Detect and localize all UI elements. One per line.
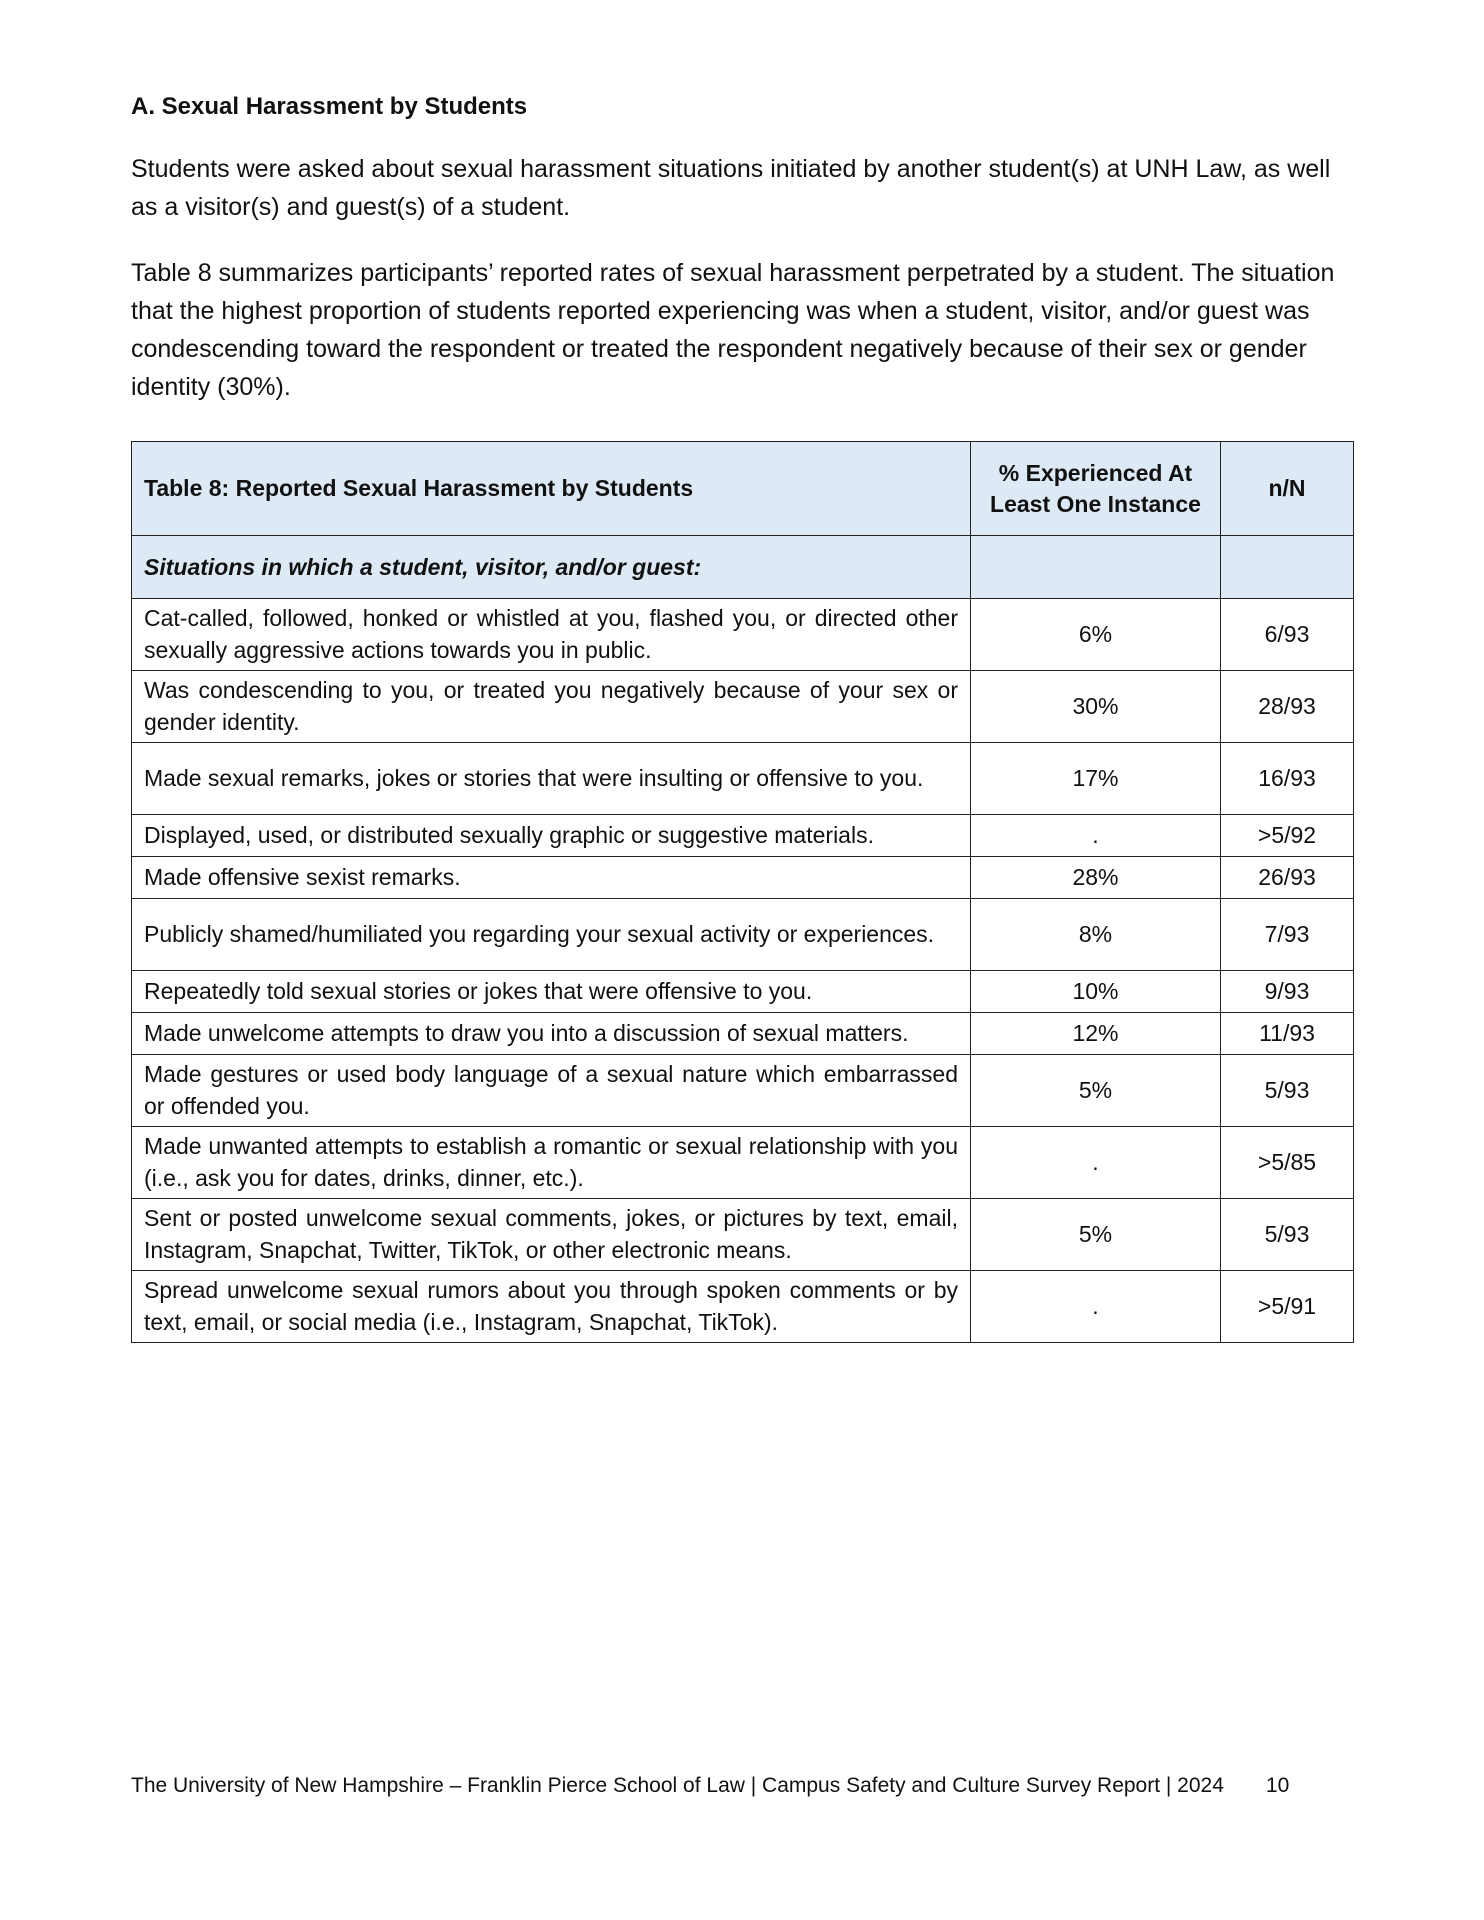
situation-cell: Cat-called, followed, honked or whistled at you, flashed you, or directed other sexually aggressive actions towards you in public. [132,599,971,671]
subheader-empty-cell [971,536,1221,599]
page-number: 10 [1265,1774,1290,1797]
n-over-n-cell: 28/93 [1221,671,1354,743]
summary-paragraph: Table 8 summarizes participants’ reported rates of sexual harassment perpetrated by a student. The situation that the highest proportion of students reported experiencing was when a student, visitor, and/or guest was condescending toward the respondent or treated the respondent negatively because of their sex or gender identity (30%). [131,259,1335,401]
table-row [132,857,1354,899]
subheader-label: Situations in which a student, visitor, and/or guest: [144,553,702,580]
n-over-n-cell: 26/93 [1221,857,1354,899]
percent-cell: 8% [971,899,1221,971]
table-row [132,671,1354,743]
column-header-n-over-n: n/N [1221,442,1354,536]
situation-cell: Displayed, used, or distributed sexually graphic or suggestive materials. [132,815,971,857]
situation-cell: Spread unwelcome sexual rumors about you through spoken comments or by text, email, or social media (i.e., Instagram, Snapchat, TikTok). [132,1271,971,1343]
situation-cell: Made unwanted attempts to establish a romantic or sexual relationship with you (i.e., ask you for dates, drinks, dinner, etc.). [132,1127,971,1199]
table-row [132,1013,1354,1055]
percent-cell: 5% [971,1199,1221,1271]
situation-cell: Sent or posted unwelcome sexual comments, jokes, or pictures by text, email, Instagram, Snapchat, Twitter, TikTok, or other electronic means. [132,1199,971,1271]
percent-cell: 17% [971,743,1221,815]
n-over-n-cell: 5/93 [1221,1055,1354,1127]
report-page [131,84,1353,434]
situation-cell: Was condescending to you, or treated you negatively because of your sex or gender identity. [132,671,971,743]
table-header-row [132,442,1354,536]
percent-cell: 30% [971,671,1221,743]
percent-cell: . [971,1271,1221,1343]
percent-cell: 10% [971,971,1221,1013]
table-row [132,1271,1354,1343]
table-subheader-row [132,536,1354,599]
footer-text: The University of New Hampshire – Franklin Pierce School of Law | Campus Safety and Culture Survey Report | 2024 [131,1774,1224,1797]
percent-cell: . [971,1127,1221,1199]
situation-cell: Made offensive sexist remarks. [132,857,971,899]
table-row [132,899,1354,971]
percent-cell: . [971,815,1221,857]
situation-cell: Made unwelcome attempts to draw you into a discussion of sexual matters. [132,1013,971,1055]
table-row [132,599,1354,671]
column-header-percent: % Experienced At Least One Instance [971,442,1221,536]
table-row [132,1055,1354,1127]
subheader-empty-cell [1221,536,1354,599]
section-heading: A. Sexual Harassment by Students [131,93,528,120]
table-row [132,743,1354,815]
percent-cell: 28% [971,857,1221,899]
table-row [132,1127,1354,1199]
table-row [132,1199,1354,1271]
table-row [132,815,1354,857]
n-over-n-cell: 9/93 [1221,971,1354,1013]
n-over-n-cell: 7/93 [1221,899,1354,971]
n-over-n-cell: 6/93 [1221,599,1354,671]
n-over-n-cell: >5/91 [1221,1271,1354,1343]
table-subheader [132,536,971,599]
situation-cell: Made gestures or used body language of a sexual nature which embarrassed or offended you. [132,1055,971,1127]
situation-cell: Repeatedly told sexual stories or jokes that were offensive to you. [132,971,971,1013]
n-over-n-cell: 5/93 [1221,1199,1354,1271]
percent-cell: 6% [971,599,1221,671]
n-over-n-cell: >5/85 [1221,1127,1354,1199]
n-over-n-cell: 11/93 [1221,1013,1354,1055]
percent-cell: 5% [971,1055,1221,1127]
n-over-n-cell: >5/92 [1221,815,1354,857]
situation-cell: Publicly shamed/humiliated you regarding your sexual activity or experiences. [132,899,971,971]
n-over-n-cell: 16/93 [1221,743,1354,815]
harassment-table [131,441,1354,1343]
table-row [132,971,1354,1013]
table-title: Table 8: Reported Sexual Harassment by Students [132,442,971,536]
percent-cell: 12% [971,1013,1221,1055]
page-footer [131,1771,1289,1801]
intro-paragraph: Students were asked about sexual harassment situations initiated by another student(s) at UNH Law, as well as a visitor(s) and guest(s) of a student. [131,155,1331,221]
situation-cell: Made sexual remarks, jokes or stories that were insulting or offensive to you. [132,743,971,815]
